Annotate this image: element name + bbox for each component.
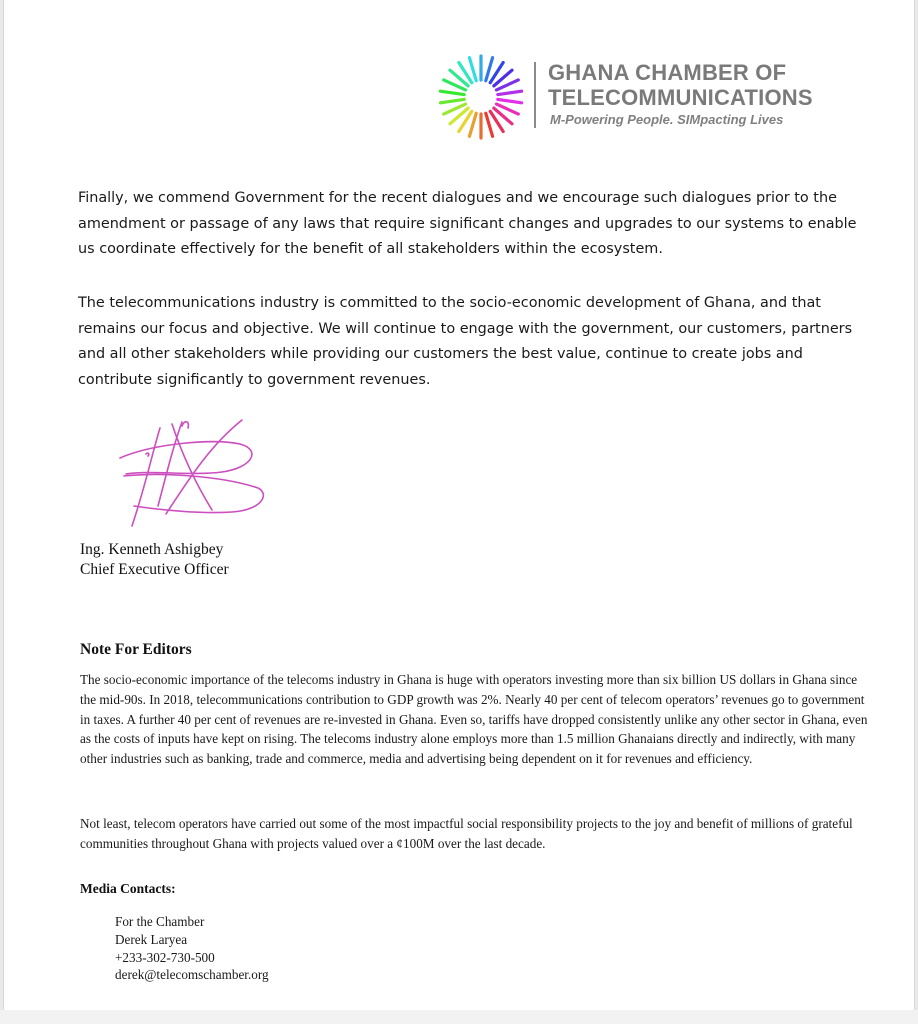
page-bottom-edge	[0, 1010, 918, 1024]
notes-paragraph: The socio-economic importance of the telecoms industry in Ghana is huge with operators investing more than six billion US dollars in Ghana since the mid-90s. In 2018, telecommunications contribution to GDP growth was 2%. Nearly 40 per cent of telecom operators’ revenues go to government in taxes. A further 40 per cent of revenues are re-invested in Ghana. Even so, tariffs have dropped consistently unlike any other sector in Ghana, even as the costs of inputs have kept on rising. The telecoms industry alone employs more than 1.5 million Ghanaians directly and indirectly, with many other industries such as banking, trade and commerce, media and advertising being dependent on it for revenues and efficiency.	[80, 672, 868, 767]
logo-ray	[440, 91, 464, 94]
signatory-name: Ing. Kenneth Ashigbey	[80, 541, 224, 558]
handwritten-signature	[112, 414, 272, 534]
contact-org: For the Chamber	[115, 914, 205, 929]
logo-ray	[440, 99, 464, 102]
org-name-line1: GHANA CHAMBER OF	[548, 60, 787, 85]
notes-paragraph: Not least, telecom operators have carried out some of the most impactful social responsibility projects to the joy and benefit of millions of grateful communities throughout Ghana with projects valued over a ¢100M over the last decade.	[80, 816, 853, 851]
org-tagline: M-Powering People. SIMpacting Lives	[550, 112, 784, 127]
logo-divider	[534, 62, 536, 128]
body-paragraph: Finally, we commend Government for the recent dialogues and we encourage such dialogues prior to the amendment or passage of any laws that require significant changes and upgrades to our systems to enable us coordinate effectively for the benefit of all stakeholders within the ecosystem.	[78, 190, 857, 257]
org-name-line2: TELECOMMUNICATIONS	[548, 85, 813, 110]
chamber-logo	[436, 52, 836, 142]
logo-ray	[486, 113, 493, 136]
logo-ray	[486, 58, 493, 81]
media-contacts-list	[115, 913, 269, 984]
contact-name: Derek Laryea	[115, 931, 188, 947]
logo-wordmark	[548, 60, 813, 130]
sunburst-logo-icon	[436, 52, 526, 142]
document-page	[4, 0, 914, 1024]
contact-email[interactable]: derek@telecomschamber.org	[115, 967, 269, 983]
logo-ray	[498, 91, 522, 94]
logo-ray	[469, 58, 476, 81]
body-paragraph: The telecommunications industry is committed to the socio-economic development of Ghana, and that remains our focus and objective. We will continue to engage with the government, our customers, partners and all other stakeholders while providing our customers the best value, continue to create jobs and contribute significantly to government revenues.	[78, 295, 853, 388]
contact-phone: +233-302-730-500	[115, 949, 215, 965]
logo-ray	[498, 99, 522, 102]
notes-heading: Note For Editors	[80, 641, 192, 658]
logo-ray	[469, 113, 476, 136]
media-contacts-heading: Media Contacts:	[80, 881, 176, 896]
signatory-block	[80, 540, 229, 580]
signatory-title: Chief Executive Officer	[80, 561, 229, 578]
